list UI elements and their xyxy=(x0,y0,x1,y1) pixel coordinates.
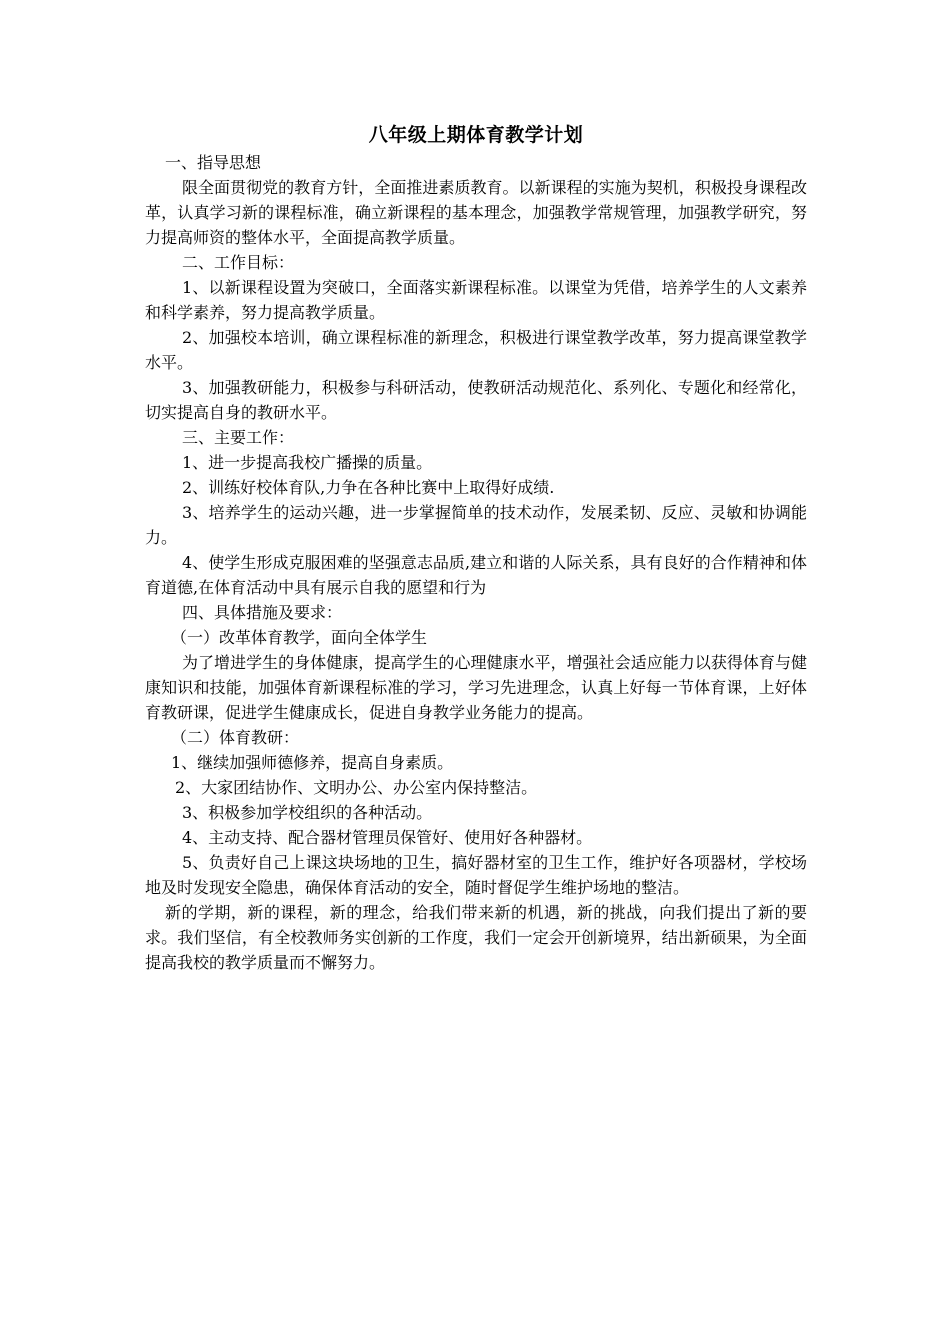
section-heading-guiding-ideology: 一、指导思想 xyxy=(165,153,262,172)
paragraph-teaching-reform: 为了增进学生的身体健康，提高学生的心理健康水平，增强社会适应能力以获得体育与健康知识和技能，加强体育新课程标准的学习，学习先进理念，认真上好每一节体育课，上好体育教研课，促进学生健康成长，促进自身教学业务能力的提高。 xyxy=(145,653,807,722)
section-heading-main-work: 三、主要工作： xyxy=(182,428,295,447)
work-goal-item: 1、以新课程设置为突破口，全面落实新课程标准。以课堂为凭借，培养学生的人文素养和科学素养，努力提高教学质量。 xyxy=(145,278,807,322)
subsection-heading-teaching-research: （二）体育教研： xyxy=(171,728,300,747)
teaching-research-item: 4、主动支持、配合器材管理员保管好、使用好各种器材。 xyxy=(182,828,593,847)
section-heading-measures: 四、具体措施及要求： xyxy=(182,603,343,622)
section-heading-work-goals: 二、工作目标： xyxy=(182,253,295,272)
document-page xyxy=(145,122,807,975)
main-work-item: 3、培养学生的运动兴趣，进一步掌握简单的技术动作，发展柔韧、反应、灵敏和协调能力。 xyxy=(145,503,807,547)
main-work-item: 4、使学生形成克服困难的坚强意志品质,建立和谐的人际关系，具有良好的合作精神和体育道德,在体育活动中具有展示自我的愿望和行为 xyxy=(145,553,807,597)
main-work-item: 1、进一步提高我校广播操的质量。 xyxy=(182,453,433,472)
closing-paragraph: 新的学期，新的课程，新的理念，给我们带来新的机遇，新的挑战，向我们提出了新的要求。我们坚信，有全校教师务实创新的工作度，我们一定会开创新境界，结出新硕果，为全面提高我校的教学质量而不懈努力。 xyxy=(145,903,807,972)
work-goal-item: 2、加强校本培训，确立课程标准的新理念，积极进行课堂教学改革，努力提高课堂教学水平。 xyxy=(145,328,807,372)
subsection-heading-teaching-reform: （一）改革体育教学，面向全体学生 xyxy=(171,628,428,647)
paragraph-guiding-ideology: 限全面贯彻党的教育方针，全面推进素质教育。以新课程的实施为契机，积极投身课程改革，认真学习新的课程标准，确立新课程的基本理念，加强教学常规管理，加强教学研究，努力提高师资的整体水平，全面提高教学质量。 xyxy=(145,178,807,247)
teaching-research-item: 5、负责好自己上课这块场地的卫生，搞好器材室的卫生工作，维护好各项器材，学校场地及时发现安全隐患，确保体育活动的安全，随时督促学生维护场地的整洁。 xyxy=(145,853,807,897)
main-work-item: 2、训练好校体育队,力争在各种比赛中上取得好成绩. xyxy=(182,478,555,497)
teaching-research-item: 1、继续加强师德修养，提高自身素质。 xyxy=(171,753,454,772)
document-title: 八年级上期体育教学计划 xyxy=(368,124,584,146)
teaching-research-item: 2、大家团结协作、文明办公、办公室内保持整洁。 xyxy=(175,778,538,797)
teaching-research-item: 3、积极参加学校组织的各种活动。 xyxy=(182,803,433,822)
work-goal-item: 3、加强教研能力，积极参与科研活动，使教研活动规范化、系列化、专题化和经常化，切实提高自身的教研水平。 xyxy=(145,378,807,422)
